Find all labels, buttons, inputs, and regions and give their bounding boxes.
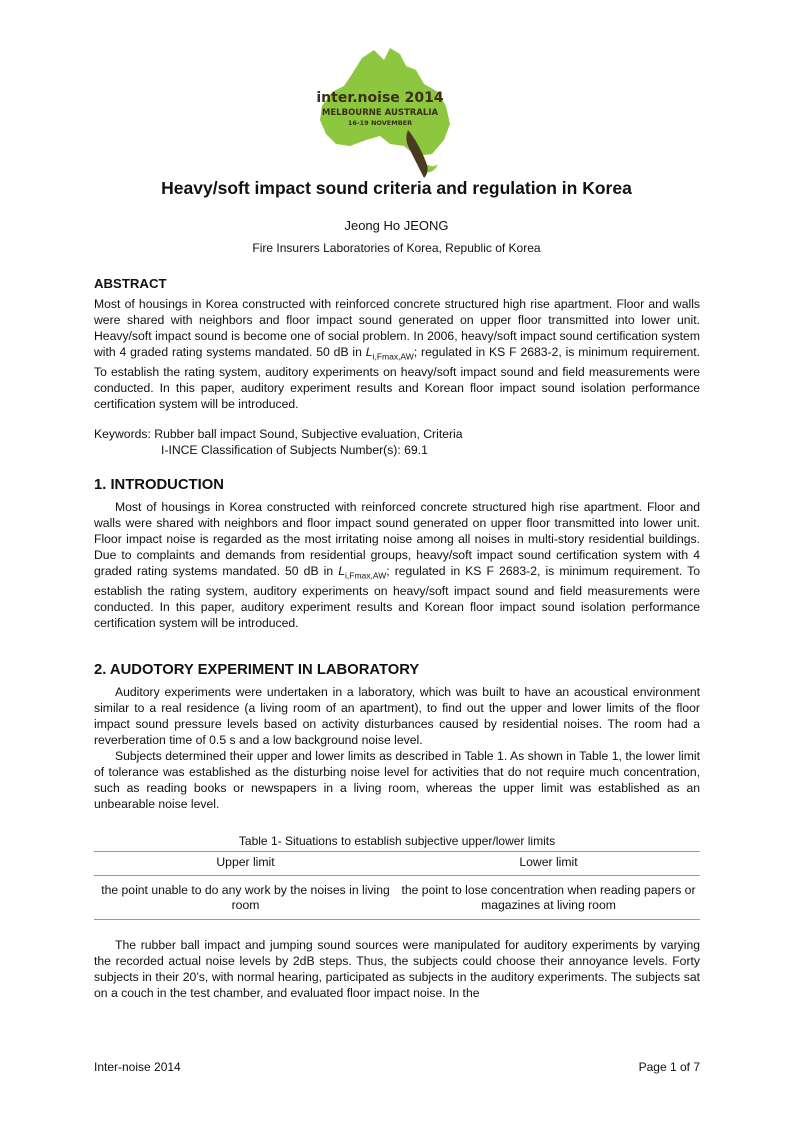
abstract-text (94, 296, 700, 412)
section2-paragraph-1: Auditory experiments were undertaken in a laboratory, which was built to have an acoustical environment similar to a real residence (a living room of an apartment), to find out the upper and lower limits of the floor impact sound pressure levels based on activity disturbances caused by residential noises. The room had a reverberation time of 0.5 s and a low background noise level. (94, 685, 700, 747)
footer-conference: Inter-noise 2014 (94, 1060, 181, 1074)
abstract-text-part1: Most of housings in Korea constructed with reinforced concrete structured high rise apartment. Floor and walls were shared with neighbors and floor impact sound generated on upper floor transmitted into lower unit. Heavy/soft impact sound is become one of social problem. In 2006, heavy/soft impact sound certification system with 4 graded rating systems mandated. 50 dB in (94, 297, 700, 359)
table-header-upper: Upper limit (94, 852, 397, 876)
section1-text-part1: Most of housings in Korea constructed with reinforced concrete structured high rise apartment. Floor and walls were shared with neighbors and floor impact sound generated on upper floor transmitted into lower unit. Floor impact noise is regarded as the most irritating noise among all noises in multi-story residential buildings. Due to complaints and demands from residential groups, heavy/soft impact sound certification system with 4 graded rating systems mandated. 50 dB in (94, 500, 700, 578)
australia-map-logo-icon (300, 40, 460, 190)
section1-heading: 1. INTRODUCTION (94, 477, 224, 493)
abstract-subscript: i,Fmax,AW (372, 351, 414, 362)
section1-text (94, 499, 700, 631)
logo-line-1: inter.noise 2014 (316, 90, 444, 106)
table-header-row (94, 852, 700, 876)
table1 (94, 851, 700, 920)
table-cell-lower: the point to lose concentration when reading papers or magazines at living room (397, 876, 700, 920)
abstract-text-part2: ; regulated in KS F 2683-2, is minimum requirement. To establish the rating system, auditory experiments on heavy/soft impact sound and field measurements were conducted. In this paper, auditory experiment results and Korean floor impact sound isolation performance certification system will be introduced. (94, 345, 700, 412)
table1-caption: Table 1- Situations to establish subjective upper/lower limits (238, 834, 556, 848)
author-affiliation: Fire Insurers Laboratories of Korea, Republic of Korea (252, 241, 541, 255)
section1-symbol: L (338, 564, 345, 578)
classification-line: I-INCE Classification of Subjects Number(s): 69.1 (161, 443, 428, 457)
section1-subscript: i,Fmax,AW (345, 570, 387, 581)
section2-paragraph-3: The rubber ball impact and jumping sound sources were manipulated for auditory experiments by varying the recorded actual noise levels by 2dB steps. Thus, the subjects could choose their annoyance levels. Forty subjects in their 20’s, with normal hearing, participated as subjects in the auditory experiments. The subjects sat on a couch in the test chamber, and evaluated floor impact noise. In the (94, 938, 700, 1000)
logo-line-2: MELBOURNE AUSTRALIA (321, 108, 439, 118)
paper-title: Heavy/soft impact sound criteria and regulation in Korea (161, 178, 632, 198)
author-name: Jeong Ho JEONG (344, 218, 449, 233)
conference-logo (300, 40, 460, 190)
table-row (94, 876, 700, 920)
table-cell-upper: the point unable to do any work by the noises in living room (94, 876, 397, 920)
keywords-line: Keywords: Rubber ball impact Sound, Subjective evaluation, Criteria (94, 427, 463, 441)
section2-heading: 2. AUDOTORY EXPERIMENT IN LABORATORY (94, 662, 420, 678)
footer-page-number: Page 1 of 7 (638, 1060, 700, 1074)
abstract-symbol: L (365, 345, 373, 359)
section2-paragraph-2: Subjects determined their upper and lower limits as described in Table 1. As shown in Table 1, the lower limit of tolerance was established as the disturbing noise level for activities that do not require much concentration, such as reading books or newspapers in a living room, whereas the upper limit was established as an unbearable noise level. (94, 749, 700, 811)
abstract-heading: ABSTRACT (94, 276, 167, 291)
logo-line-3: 16-19 NOVEMBER (347, 119, 413, 127)
section1-text-part2: ; regulated in KS F 2683-2, is minimum requirement. To establish the rating system, auditory experiments on heavy/soft impact sound and field measurements were conducted. In this paper, auditory experiment results and Korean floor impact sound isolation performance certification system will be introduced. (94, 564, 700, 631)
table-header-lower: Lower limit (397, 852, 700, 876)
